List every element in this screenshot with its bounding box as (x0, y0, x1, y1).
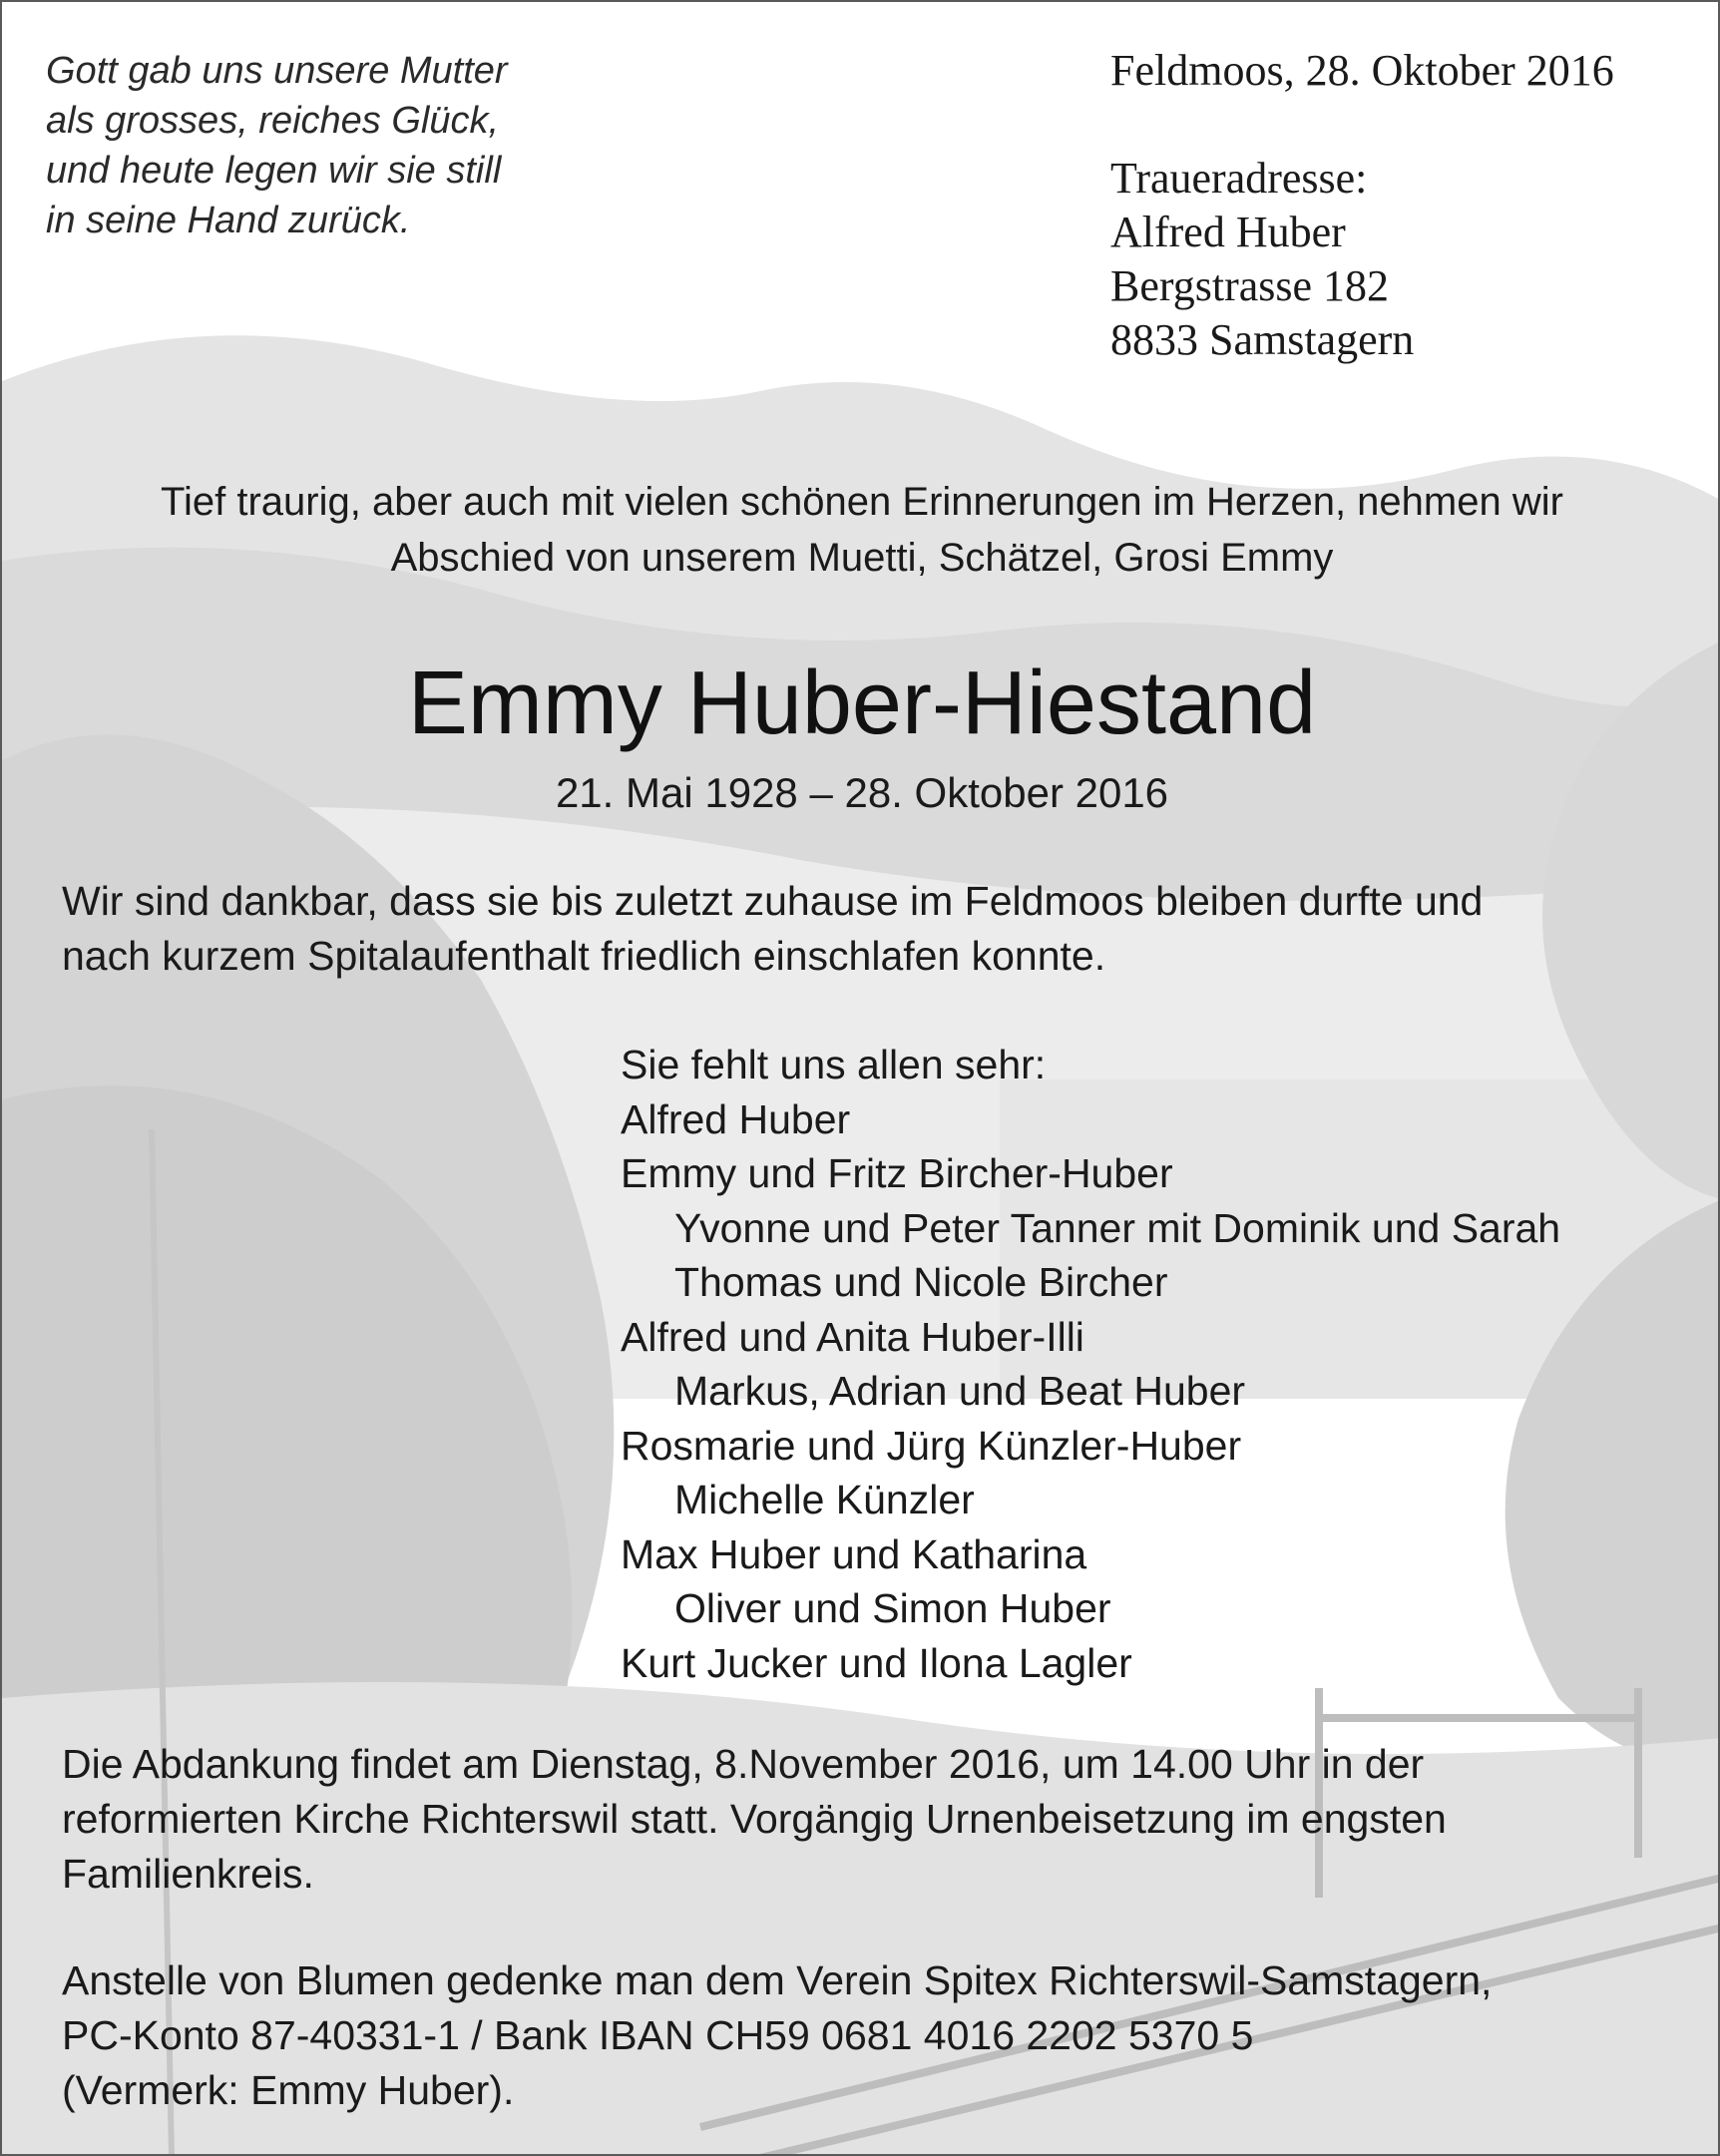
paragraph-line: Die Abdankung findet am Dienstag, 8.November 2016, um 14.00 Uhr in der (62, 1741, 1425, 1787)
paragraph-line: Anstelle von Blumen gedenke man dem Verein Spitex Richterswil-Samstagern, (62, 1957, 1493, 2003)
family-member: Kurt Jucker und Ilona Lagler (621, 1639, 1132, 1686)
paragraph-line: nach kurzem Spitalaufenthalt friedlich einschlafen konnte. (62, 933, 1106, 979)
paragraph-line: Wir sind dankbar, dass sie bis zuletzt zuhause im Feldmoos bleiben durfte und (62, 878, 1484, 924)
gratitude-paragraph (62, 874, 1483, 984)
service-paragraph (62, 1737, 1447, 1902)
address-line: Alfred Huber (1110, 208, 1346, 256)
intro-text (2, 474, 1720, 586)
lifespan-dates: 21. Mai 1928 – 28. Oktober 2016 (555, 769, 1169, 816)
verse-line: Gott gab uns unsere Mutter (46, 50, 508, 92)
deceased-name: Emmy Huber-Hiestand (407, 653, 1317, 753)
family-member: Max Huber und Katharina (621, 1530, 1087, 1577)
paragraph-line: reformierten Kirche Richterswil statt. Vorgängig Urnenbeisetzung im engsten (62, 1796, 1447, 1842)
family-member: Oliver und Simon Huber (674, 1585, 1111, 1631)
paragraph-line: (Vermerk: Emmy Huber). (62, 2067, 515, 2113)
family-member: Alfred und Anita Huber-Illi (621, 1313, 1084, 1360)
address-line: Bergstrasse 182 (1110, 261, 1390, 310)
verse (46, 46, 508, 245)
family-heading: Sie fehlt uns allen sehr: (621, 1042, 1047, 1087)
family-member: Markus, Adrian und Beat Huber (674, 1368, 1246, 1414)
mourning-address (1110, 152, 1414, 367)
place-and-date: Feldmoos, 28. Oktober 2016 (1110, 46, 1614, 95)
intro-line: Tief traurig, aber auch mit vielen schönen Erinnerungen im Herzen, nehmen wir (161, 480, 1563, 524)
donation-paragraph (62, 1953, 1492, 2118)
family-member: Thomas und Nicole Bircher (674, 1259, 1168, 1305)
family-member: Alfred Huber (621, 1095, 851, 1142)
verse-line: und heute legen wir sie still (46, 150, 502, 192)
verse-line: in seine Hand zurück. (46, 200, 411, 241)
paragraph-line: PC-Konto 87-40331-1 / Bank IBAN CH59 0681 4016 2202 5370 5 (62, 2012, 1254, 2058)
family-member: Yvonne und Peter Tanner mit Dominik und Sarah (674, 1204, 1561, 1251)
family-member: Emmy und Fritz Bircher-Huber (621, 1150, 1173, 1196)
family-member: Michelle Künzler (674, 1477, 975, 1522)
address-line: 8833 Samstagern (1110, 315, 1415, 364)
intro-line: Abschied von unserem Muetti, Schätzel, Grosi Emmy (390, 536, 1334, 580)
address-line: Traueradresse: (1110, 154, 1368, 203)
family-member: Rosmarie und Jürg Künzler-Huber (621, 1422, 1242, 1469)
verse-line: als grosses, reiches Glück, (46, 100, 500, 142)
paragraph-line: Familienkreis. (62, 1851, 314, 1897)
family-list (621, 1038, 1560, 1690)
